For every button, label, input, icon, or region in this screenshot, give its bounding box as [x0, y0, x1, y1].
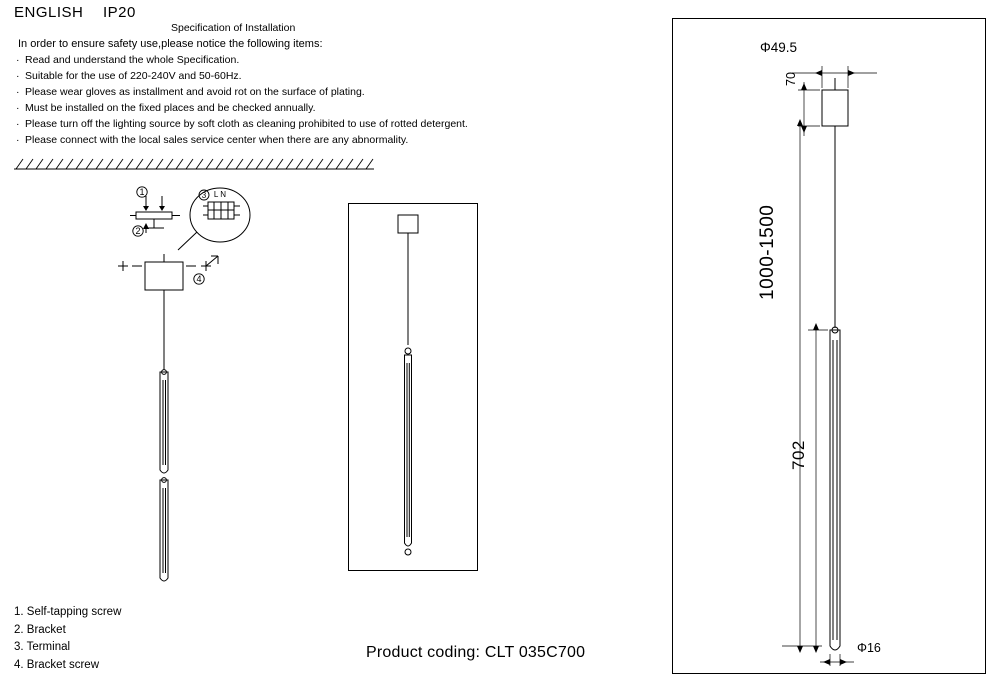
legend-item-2: 2. Bracket — [14, 623, 66, 636]
bullet-icon: · — [16, 118, 20, 130]
specification-item-text: Read and understand the whole Specification. — [25, 54, 240, 66]
dimension-body-length: 702 — [789, 440, 808, 470]
dimension-body-diameter: Φ16 — [857, 641, 881, 655]
svg-text:3: 3 — [201, 191, 207, 201]
legend-item-3: 3. Terminal — [14, 641, 71, 653]
specification-item-text: Must be installed on the fixed places and be checked annually. — [25, 102, 316, 114]
specification-item-3 — [16, 86, 365, 98]
specification-item-text: Please wear gloves as installment and avoid rot on the surface of plating. — [25, 86, 365, 98]
specification-item-text: Please turn off the lighting source by soft cloth as cleaning prohibited to use of rotted detergent. — [25, 118, 468, 130]
bullet-icon: · — [16, 70, 20, 82]
legend-list — [14, 604, 121, 674]
legend-item-4: 4. Bracket screw — [14, 658, 99, 671]
technical-drawing — [672, 18, 984, 672]
bullet-icon: · — [16, 134, 20, 146]
bullet-icon: · — [16, 54, 20, 66]
specification-title: Specification of Installation — [171, 22, 296, 34]
product-view-diagram — [348, 203, 476, 569]
specification-item-1 — [16, 54, 239, 66]
bullet-icon: · — [16, 86, 20, 98]
product-coding-label: Product coding: CLT 035C700 — [366, 644, 586, 661]
bullet-icon: · — [16, 102, 20, 114]
header-ip-rating-label: IP20 — [103, 4, 136, 21]
dimension-canopy-height: 70 — [784, 72, 798, 86]
ceiling-hatching — [14, 158, 374, 174]
header-language-label: ENGLISH — [14, 4, 84, 21]
svg-text:1: 1 — [139, 187, 145, 198]
svg-text:L N: L N — [213, 190, 227, 199]
legend-item-1: 1. Self-tapping screw — [14, 606, 122, 618]
specification-item-2 — [16, 70, 242, 82]
specification-item-4 — [16, 102, 316, 114]
svg-text:2: 2 — [135, 226, 141, 237]
specification-item-text: Suitable for the use of 220-240V and 50-60Hz. — [25, 70, 242, 82]
specification-item-text: Please connect with the local sales service center when there are any abnormality. — [25, 134, 409, 146]
specification-lead: In order to ensure safety use,please notice the following items: — [18, 38, 323, 50]
dimension-suspension-range: 1000-1500 — [757, 204, 778, 300]
svg-text:4: 4 — [196, 274, 202, 285]
specification-item-5 — [16, 118, 468, 130]
specification-item-6 — [16, 134, 408, 146]
assembly-diagram — [100, 180, 380, 600]
dimension-top-diameter: Φ49.5 — [760, 40, 798, 55]
